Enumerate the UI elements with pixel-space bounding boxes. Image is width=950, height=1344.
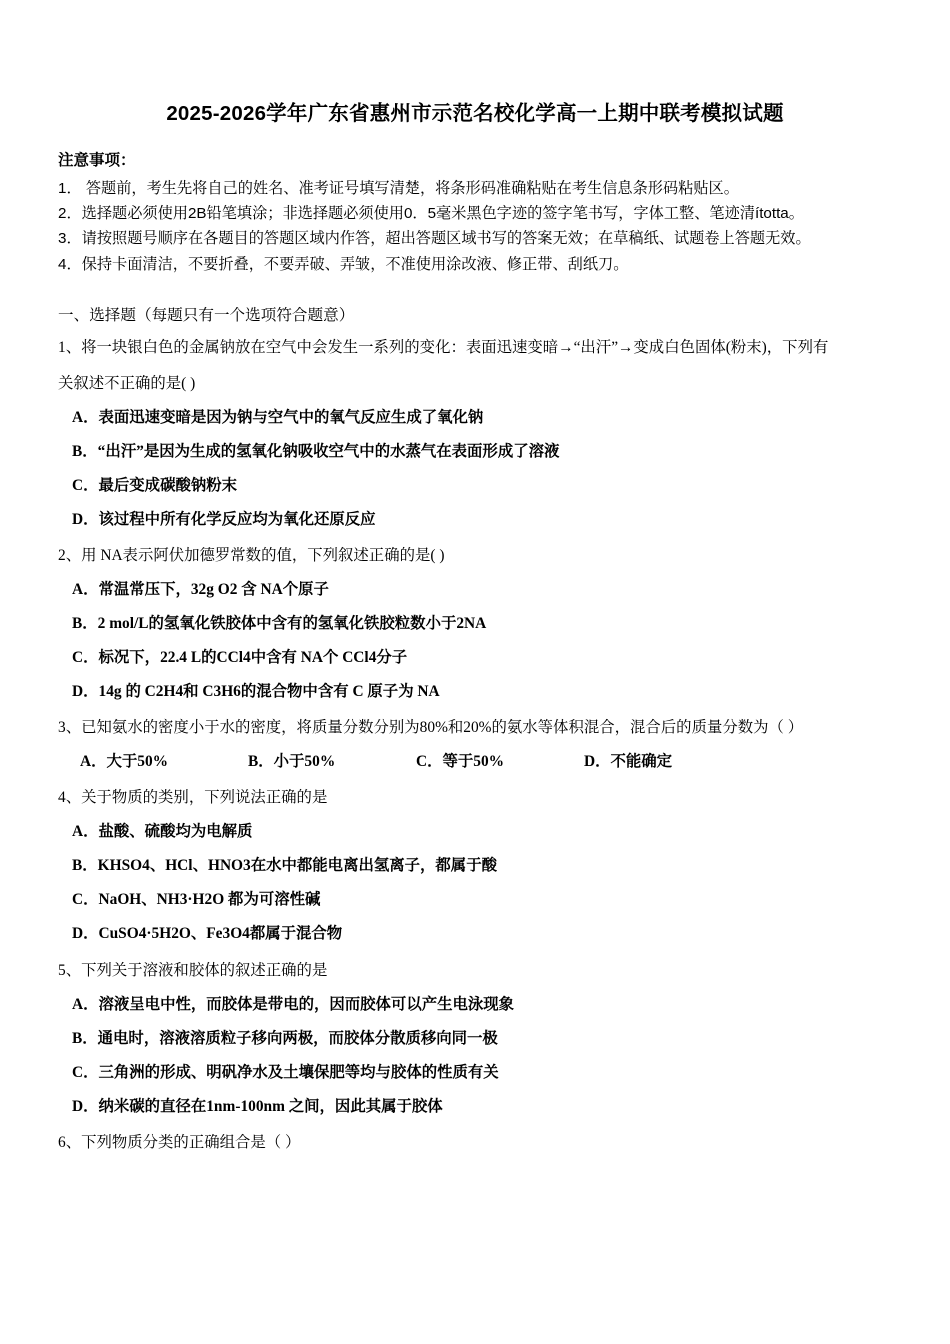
- option-d: D．纳米碳的直径在1nm-100nm 之间，因此其属于胶体: [72, 1097, 443, 1115]
- option-c: C．NaOH、NH3·H2O 都为可溶性碱: [72, 891, 321, 909]
- page-title: 2025-2026学年广东省惠州市示范名校化学高一上期中联考模拟试题: [166, 102, 784, 125]
- section-heading: 一、选择题（每题只有一个选项符合题意）: [58, 306, 355, 324]
- question-stem: 2、用 NA表示阿伏加德罗常数的值，下列叙述正确的是( ): [58, 547, 445, 565]
- notice-heading: 注意事项：: [58, 152, 136, 169]
- option-b: B．小于50%: [248, 753, 336, 771]
- question-block: [58, 783, 892, 949]
- option-a: A．盐酸、硫酸均为电解质: [72, 823, 253, 841]
- notice-item: 4．保持卡面清洁，不要折叠，不要弄破、弄皱，不准使用涂改液、修正带、刮纸刀。: [58, 255, 629, 273]
- option-b: B．2 mol/L的氢氧化铁胶体中含有的氢氧化铁胶粒数小于2NA: [72, 615, 487, 633]
- question-stem: 4、关于物质的类别，下列说法正确的是: [58, 789, 328, 807]
- option-c: C．三角洲的形成、明矾净水及土壤保肥等均与胶体的性质有关: [72, 1063, 499, 1081]
- question-stem-cont: 关叙述不正确的是( ): [58, 374, 196, 392]
- option-d: D．不能确定: [584, 753, 673, 771]
- question-block: [58, 541, 892, 707]
- question-block: [58, 713, 892, 777]
- option-b: B．KHSO4、HCl、HNO3在水中都能电离出氢离子，都属于酸: [72, 857, 497, 875]
- option-d: D．该过程中所有化学反应均为氧化还原反应: [72, 511, 376, 529]
- question-stem: 5、下列关于溶液和胶体的叙述正确的是: [58, 961, 328, 979]
- question-stem: 6、下列物质分类的正确组合是（ ）: [58, 1133, 301, 1151]
- notice-item: 1． 答题前，考生先将自己的姓名、准考证号填写清楚，将条形码准确粘贴在考生信息条形码粘贴区。: [58, 180, 739, 197]
- option-c: C．标况下，22.4 L的CCl4中含有 NA个 CCl4分子: [72, 649, 408, 667]
- option-c: C．等于50%: [416, 753, 505, 771]
- notice-list: [58, 176, 892, 277]
- option-row: [58, 747, 892, 777]
- option-d: D．14g 的 C2H4和 C3H6的混合物中含有 C 原子为 NA: [72, 683, 440, 701]
- question-stem: 1、将一块银白色的金属钠放在空气中会发生一系列的变化：表面迅速变暗→“出汗”→变成白色固体(粉末)，下列有: [58, 338, 829, 356]
- notice-item: 2．选择题必须使用2B铅笔填涂；非选择题必须使用0．5毫米黑色字迹的签字笔书写，字体工整、笔迹清ította。: [58, 205, 804, 223]
- question-block: [58, 1128, 892, 1158]
- option-a: A．大于50%: [80, 753, 169, 771]
- question-block: [58, 333, 892, 535]
- option-c: C．最后变成碳酸钠粉末: [72, 477, 238, 495]
- option-a: A．表面迅速变暗是因为钠与空气中的氧气反应生成了氧化钠: [72, 409, 484, 426]
- option-b: B．“出汗”是因为生成的氢氧化钠吸收空气中的水蒸气在表面形成了溶液: [72, 443, 560, 461]
- option-b: B．通电时，溶液溶质粒子移向两极，而胶体分散质移向同一极: [72, 1029, 498, 1047]
- option-d: D．CuSO4·5H2O、Fe3O4都属于混合物: [72, 925, 343, 943]
- question-stem: 3、已知氨水的密度小于水的密度，将质量分数分别为80%和20%的氨水等体积混合，混合后的质量分数为（ ）: [58, 719, 804, 737]
- option-a: A．溶液呈电中性，而胶体是带电的，因而胶体可以产生电泳现象: [72, 995, 515, 1013]
- notice-item: 3．请按照题号顺序在各题目的答题区域内作答，超出答题区域书写的答案无效；在草稿纸、试题卷上答题无效。: [58, 230, 811, 248]
- option-a: A．常温常压下，32g O2 含 NA个原子: [72, 581, 329, 599]
- question-block: [58, 956, 892, 1122]
